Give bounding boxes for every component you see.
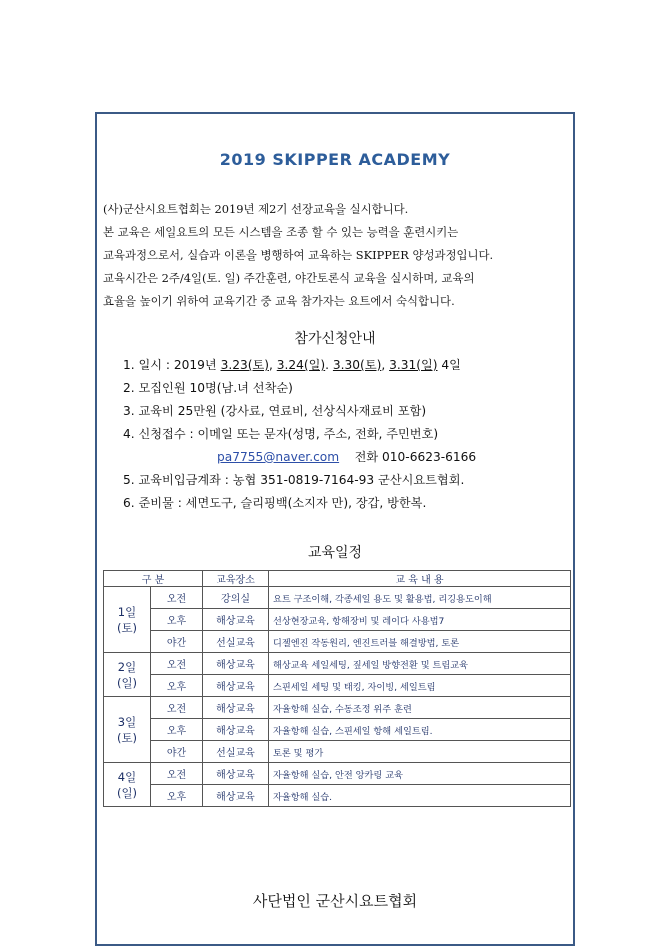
intro-line: 교육과정으로서, 실습과 이론을 병행하여 교육하는 SKIPPER 양성과정입니다. <box>103 248 494 262</box>
apply-list <box>123 354 563 515</box>
table-header-row <box>104 571 571 587</box>
intro-line: 본 교육은 세일요트의 모든 시스템을 조종 할 수 있는 능력을 훈련시키는 <box>103 225 459 239</box>
apply-item-date: 1. 일시 : 2019년 3.23(토), 3.24(일). 3.30(토), 3.31(일) 4일 <box>123 358 461 372</box>
time-cell: 오후 <box>151 719 203 741</box>
date-1: 3.23(토) <box>220 358 269 372</box>
day-cell: 4일 (일) <box>104 763 151 807</box>
place-cell: 강의실 <box>203 587 269 609</box>
content-cell: 자율항해 실습, 스핀세일 항해 세일트림. <box>269 719 571 741</box>
email-link[interactable]: pa7755@naver.com <box>217 450 340 464</box>
content-cell: 선상현장교육, 항해장비 및 레이다 사용법7 <box>269 609 571 631</box>
schedule-heading: 교육일정 <box>307 545 363 561</box>
day-cell: 1일 (토) <box>104 587 151 653</box>
place-cell: 해상교육 <box>203 697 269 719</box>
column-header-division: 구 분 <box>104 571 203 587</box>
date-4: 3.31(일) <box>389 358 438 372</box>
day-cell: 3일 (토) <box>104 697 151 763</box>
content-cell: 요트 구조이해, 각종세일 용도 및 활용법, 리깅용도이해 <box>269 587 571 609</box>
content-cell: 해상교육 세일세팅, 짚세일 방향전환 및 트림교육 <box>269 653 571 675</box>
apply-contact <box>123 446 563 469</box>
intro-paragraph <box>103 198 569 313</box>
apply-item-fee: 3. 교육비 25만원 (강사료, 연료비, 선상식사재료비 포함) <box>123 404 427 418</box>
apply-heading: 참가신청안내 <box>294 331 376 347</box>
intro-line: 효율을 높이기 위하여 교육기간 중 교육 참가자는 요트에서 숙식합니다. <box>103 294 455 308</box>
place-cell: 해상교육 <box>203 653 269 675</box>
table-row <box>104 741 571 763</box>
column-header-place: 교육장소 <box>203 571 269 587</box>
intro-line: (사)군산시요트협회는 2019년 제2기 선장교육을 실시합니다. <box>103 202 409 216</box>
apply-item-application: 4. 신청접수 : 이메일 또는 문자(성명, 주소, 전화, 주민번호) <box>123 427 439 441</box>
column-header-content: 교 육 내 용 <box>269 571 571 587</box>
time-cell: 오전 <box>151 587 203 609</box>
content-cell: 토론 및 평가 <box>269 741 571 763</box>
content-cell: 디젤엔진 작동원리, 엔진트러블 해결방법, 토론 <box>269 631 571 653</box>
place-cell: 해상교육 <box>203 785 269 807</box>
content-cell: 자율항해 실습, 수동조정 위주 훈련 <box>269 697 571 719</box>
content-cell: 스핀세일 세팅 및 태킹, 자이빙, 세일트림 <box>269 675 571 697</box>
apply-item-account: 5. 교육비입금계좌 : 농협 351-0819-7164-93 군산시요트협회. <box>123 473 465 487</box>
time-cell: 오전 <box>151 763 203 785</box>
page-title: 2019 SKIPPER ACADEMY <box>219 150 451 169</box>
table-row <box>104 785 571 807</box>
table-row <box>104 631 571 653</box>
place-cell: 해상교육 <box>203 675 269 697</box>
time-cell: 야간 <box>151 741 203 763</box>
table-row <box>104 675 571 697</box>
time-cell: 오전 <box>151 697 203 719</box>
place-cell: 해상교육 <box>203 719 269 741</box>
place-cell: 선실교육 <box>203 631 269 653</box>
time-cell: 오후 <box>151 609 203 631</box>
date-2: 3.24(일) <box>276 358 326 372</box>
table-row <box>104 609 571 631</box>
content-cell: 자율항해 실습. <box>269 785 571 807</box>
table-row <box>104 719 571 741</box>
table-row <box>104 587 571 609</box>
time-cell: 오후 <box>151 675 203 697</box>
table-row <box>104 763 571 785</box>
apply-item-recruit: 2. 모집인원 10명(남.녀 선착순) <box>123 381 293 395</box>
time-cell: 오전 <box>151 653 203 675</box>
apply-item-supplies: 6. 준비물 : 세면도구, 슬리핑백(소지자 만), 장갑, 방한복. <box>123 496 427 510</box>
schedule-table <box>103 570 571 807</box>
time-cell: 오후 <box>151 785 203 807</box>
table-row <box>104 697 571 719</box>
organization-name: 사단법인 군산시요트협회 <box>252 892 418 910</box>
notice-frame <box>95 112 575 946</box>
intro-line: 교육시간은 2주/4일(토. 일) 주간훈련, 야간토론식 교육을 실시하며, 교육의 <box>103 271 475 285</box>
place-cell: 해상교육 <box>203 763 269 785</box>
phone-number: 전화 010-6623-6166 <box>354 450 477 464</box>
content-cell: 자율항해 실습, 안전 앙카링 교육 <box>269 763 571 785</box>
day-cell: 2일 (일) <box>104 653 151 697</box>
time-cell: 야간 <box>151 631 203 653</box>
date-3: 3.30(토) <box>332 358 382 372</box>
table-row <box>104 653 571 675</box>
place-cell: 해상교육 <box>203 609 269 631</box>
place-cell: 선실교육 <box>203 741 269 763</box>
